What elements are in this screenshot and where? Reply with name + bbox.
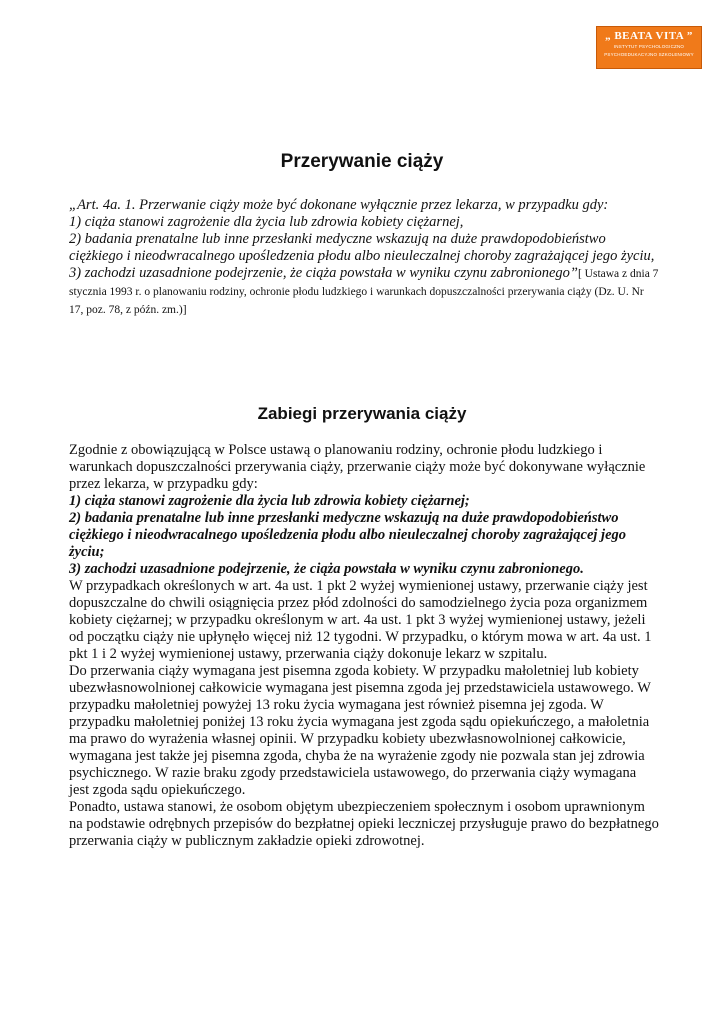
paragraph-2: Do przerwania ciąży wymagana jest pisemna zgoda kobiety. W przypadku małoletniej lub kobiety ubezwłasnowolnionej całkowicie wymagana jest pisemna zgoda jej przedstawiciela ustawowego. W przypadku małoletniej powyżej 13 roku życia wymagana jest również pisemna jej zgoda. W przypadku małoletniej poniżej 13 roku życia wymagana jest zgoda sądu opiekuńczego, a małoletnia ma prawo do wyrażenia własnej opinii. W przypadku kobiety ubezwłasnowolnionej całkowicie, wymagana jest także jej pisemna zgoda, chyba że na wyrażenie zgody nie pozwala stan jej zdrowia psychicznego. W razie braku zgody przedstawiciela ustawowego, do przerwania ciąży wymagana jest zgoda sądu opiekuńczego. xyxy=(69,663,651,798)
quote-line-3: 2) badania prenatalne lub inne przesłanki medyczne wskazują na duże prawdopodobieństwo ciężkiego i nieodwracalnego upośledzenia płodu albo nieuleczalnej choroby zagrażającej jego życiu, xyxy=(69,231,655,264)
list-item-3: 3) zachodzi uzasadnione podejrzenie, że ciąża powstała w wyniku czynu zabronionego. xyxy=(69,561,584,577)
section-body xyxy=(69,442,659,850)
logo-subtitle-1: INSTYTUT PSYCHOLOGICZNO xyxy=(613,44,685,49)
paragraph-1: W przypadkach określonych w art. 4a ust. 1 pkt 2 wyżej wymienionej ustawy, przerwanie ciąży jest dopuszczalne do chwili osiągnięcia przez płód zdolności do samodzielnego życia poza organizmem kobiety ciężarnej; w przypadku określonym w art. 4a ust. 1 pkt 3 wyżej wymienionej ustawy, jeżeli od początku ciąży nie upłynęło więcej niż 12 tygodni. W przypadku, o którym mowa w art. 4a ust. 1 pkt 1 i 2 wyżej wymienionej ustawy, przerwania ciąży dokonuje lekarz w szpitalu. xyxy=(69,578,652,662)
institute-logo xyxy=(596,26,702,69)
logo-subtitle-2: PSYCHOEDUKACYJNO SZKOLENIOWY xyxy=(604,52,694,57)
logo-name: „ BEATA VITA ” xyxy=(605,30,693,42)
law-quote xyxy=(69,197,659,319)
section-intro: Zgodnie z obowiązującą w Polsce ustawą o planowaniu rodziny, ochronie płodu ludzkiego i warunkach dopuszczalności przerywania ciąży, przerwanie ciąży może być dokonywane wyłącznie przez lekarza, w przypadku gdy: xyxy=(69,442,646,492)
quote-line-4: 3) zachodzi uzasadnione podejrzenie, że ciąża powstała w wyniku czynu zabronionego” xyxy=(69,265,578,281)
list-item-2: 2) badania prenatalne lub inne przesłanki medyczne wskazują na duże prawdopodobieństwo ciężkiego i nieodwracalnego upośledzenia płodu albo nieuleczalnej choroby zagrażającej jego życiu; xyxy=(69,510,627,560)
quote-line-2: 1) ciąża stanowi zagrożenie dla życia lub zdrowia kobiety ciężarnej, xyxy=(69,214,464,230)
section-title: Zabiegi przerywania ciąży xyxy=(257,404,467,423)
list-item-1: 1) ciąża stanowi zagrożenie dla życia lub zdrowia kobiety ciężarnej; xyxy=(69,493,470,509)
paragraph-3: Ponadto, ustawa stanowi, że osobom objętym ubezpieczeniem społecznym i osobom uprawnionym na podstawie odrębnych przepisów do bezpłatnej opieki leczniczej przysługuje prawo do bezpłatnego przerwania ciąży w publicznym zakładzie opieki zdrowotnej. xyxy=(69,799,659,849)
page-title: Przerywanie ciąży xyxy=(280,151,444,172)
quote-citation: [ Ustawa z dnia 7 stycznia 1993 r. o planowaniu rodziny, ochronie płodu ludzkiego i warunkach dopuszczalności przerywania ciąży (Dz. U. Nr 17, poz. 78, z późn. zm.)] xyxy=(69,268,659,316)
quote-line-1: „Art. 4a. 1. Przerwanie ciąży może być dokonane wyłącznie przez lekarza, w przypadku gdy: xyxy=(69,197,609,213)
